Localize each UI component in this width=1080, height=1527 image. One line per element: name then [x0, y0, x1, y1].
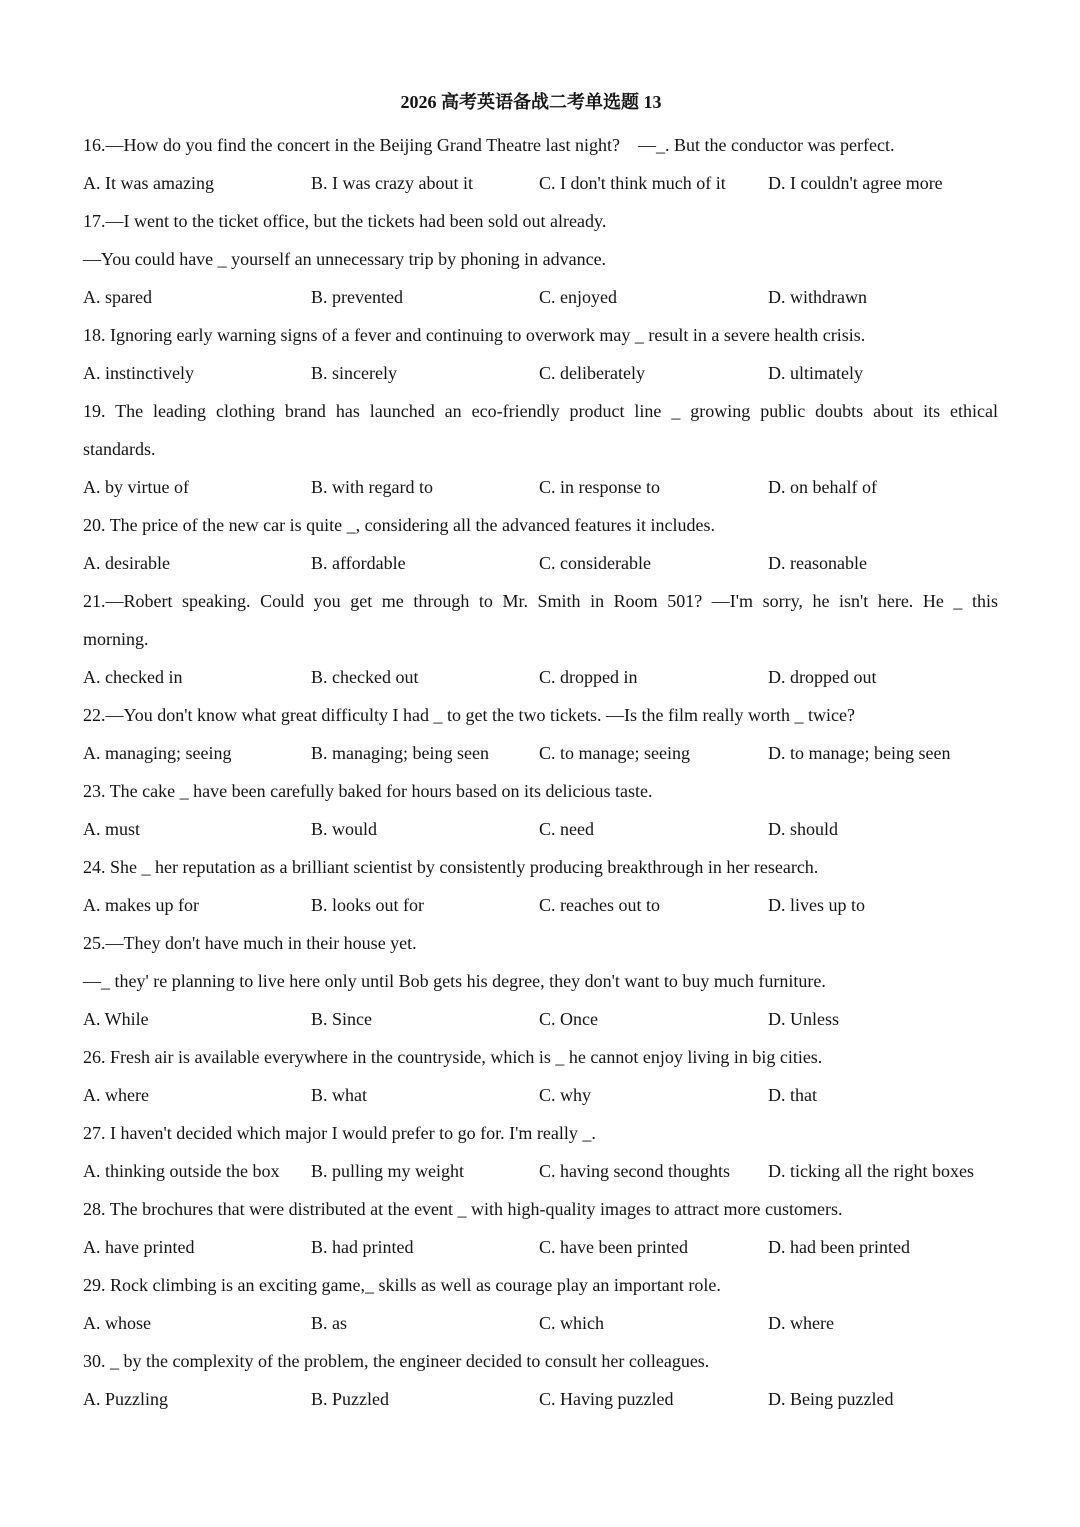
- question-stem: 19. The leading clothing brand has launched an eco-friendly product line _ growing public doubts about its ethical: [83, 401, 998, 421]
- option-b: B. with regard to: [311, 477, 433, 497]
- question-stem: 24. She _ her reputation as a brilliant scientist by consistently producing breakthrough in her research.: [83, 857, 819, 877]
- question-stem: 23. The cake _ have been carefully baked for hours based on its delicious taste.: [83, 781, 653, 801]
- option-a: A. makes up for: [83, 895, 199, 915]
- question-stem: 25.—They don't have much in their house yet.: [83, 933, 417, 953]
- options-row: [83, 164, 998, 202]
- options-row: [83, 1304, 998, 1342]
- options-row: [83, 278, 998, 316]
- option-a: A. have printed: [83, 1237, 195, 1257]
- option-b: B. sincerely: [311, 363, 397, 383]
- option-c: C. to manage; seeing: [539, 743, 690, 763]
- question-30: [83, 1342, 998, 1418]
- option-d: D. withdrawn: [768, 287, 867, 307]
- question-stem: 18. Ignoring early warning signs of a fever and continuing to overwork may _ result in a severe health crisis.: [83, 325, 866, 345]
- option-a: A. It was amazing: [83, 173, 214, 193]
- option-b: B. prevented: [311, 287, 403, 307]
- option-c: C. I don't think much of it: [539, 173, 726, 193]
- option-c: C. deliberately: [539, 363, 645, 383]
- option-b: B. would: [311, 819, 378, 839]
- options-row: [83, 468, 998, 506]
- option-b: B. as: [311, 1313, 347, 1333]
- option-b: B. pulling my weight: [311, 1161, 464, 1181]
- question-list: [83, 126, 998, 1418]
- options-row: [83, 658, 998, 696]
- question-27: [83, 1114, 998, 1190]
- option-a: A. by virtue of: [83, 477, 189, 497]
- page-title: 2026 高考英语备战二考单选题 13: [400, 92, 662, 112]
- question-29: [83, 1266, 998, 1342]
- option-c: C. which: [539, 1313, 604, 1333]
- option-a: A. thinking outside the box: [83, 1161, 280, 1181]
- question-22: [83, 696, 998, 772]
- option-a: A. While: [83, 1009, 149, 1029]
- options-row: [83, 810, 998, 848]
- option-c: C. need: [539, 819, 594, 839]
- option-b: B. checked out: [311, 667, 419, 687]
- question-stem: 17.—I went to the ticket office, but the tickets had been sold out already.: [83, 211, 607, 231]
- question-25: [83, 924, 998, 1038]
- option-d: D. to manage; being seen: [768, 743, 951, 763]
- option-a: A. where: [83, 1085, 149, 1105]
- question-21: [83, 582, 998, 696]
- option-c: C. Once: [539, 1009, 598, 1029]
- option-d: D. where: [768, 1313, 834, 1333]
- question-17: [83, 202, 998, 316]
- option-d: D. ticking all the right boxes: [768, 1161, 974, 1181]
- option-b: B. looks out for: [311, 895, 425, 915]
- option-c: C. considerable: [539, 553, 651, 573]
- option-d: D. reasonable: [768, 553, 867, 573]
- option-d: D. had been printed: [768, 1237, 910, 1257]
- option-a: A. checked in: [83, 667, 183, 687]
- options-row: [83, 886, 998, 924]
- option-a: A. whose: [83, 1313, 151, 1333]
- question-stem: 30. _ by the complexity of the problem, the engineer decided to consult her colleagues.: [83, 1351, 710, 1371]
- question-stem-reply: —You could have _ yourself an unnecessary trip by phoning in advance.: [83, 249, 607, 269]
- question-stem: 22.—You don't know what great difficulty I had _ to get the two tickets. —Is the film really worth _ twice?: [83, 705, 855, 725]
- option-d: D. on behalf of: [768, 477, 877, 497]
- options-row: [83, 544, 998, 582]
- option-b: B. Since: [311, 1009, 372, 1029]
- option-d: D. lives up to: [768, 895, 865, 915]
- options-row: [83, 354, 998, 392]
- question-stem: 21.—Robert speaking. Could you get me through to Mr. Smith in Room 501? —I'm sorry, he isn't here. He _ this: [83, 591, 998, 611]
- question-stem-continued: standards.: [83, 439, 156, 459]
- option-a: A. instinctively: [83, 363, 194, 383]
- option-d: D. dropped out: [768, 667, 877, 687]
- options-row: [83, 1076, 998, 1114]
- options-row: [83, 1152, 998, 1190]
- option-d: D. Unless: [768, 1009, 839, 1029]
- question-stem: 26. Fresh air is available everywhere in the countryside, which is _ he cannot enjoy living in big cities.: [83, 1047, 823, 1067]
- option-c: C. in response to: [539, 477, 660, 497]
- option-b: B. I was crazy about it: [311, 173, 473, 193]
- option-d: D. ultimately: [768, 363, 863, 383]
- option-a: A. spared: [83, 287, 152, 307]
- options-row: [83, 1380, 998, 1418]
- options-row: [83, 1000, 998, 1038]
- question-16: [83, 126, 998, 202]
- question-19: [83, 392, 998, 506]
- option-c: C. dropped in: [539, 667, 638, 687]
- option-b: B. managing; being seen: [311, 743, 489, 763]
- option-c: C. enjoyed: [539, 287, 617, 307]
- options-row: [83, 734, 998, 772]
- question-24: [83, 848, 998, 924]
- question-stem: 27. I haven't decided which major I would prefer to go for. I'm really _.: [83, 1123, 596, 1143]
- question-stem: 20. The price of the new car is quite _, considering all the advanced features it includes.: [83, 515, 715, 535]
- option-c: C. reaches out to: [539, 895, 660, 915]
- option-c: C. why: [539, 1085, 592, 1105]
- option-b: B. affordable: [311, 553, 406, 573]
- option-a: A. Puzzling: [83, 1389, 168, 1409]
- question-28: [83, 1190, 998, 1266]
- option-b: B. had printed: [311, 1237, 414, 1257]
- option-d: D. I couldn't agree more: [768, 173, 943, 193]
- question-stem-reply: —_ they' re planning to live here only until Bob gets his degree, they don't want to buy much furniture.: [83, 971, 826, 991]
- option-d: D. Being puzzled: [768, 1389, 894, 1409]
- options-row: [83, 1228, 998, 1266]
- option-a: A. must: [83, 819, 141, 839]
- option-a: A. desirable: [83, 553, 170, 573]
- question-stem: 28. The brochures that were distributed at the event _ with high-quality images to attract more customers.: [83, 1199, 843, 1219]
- option-b: B. Puzzled: [311, 1389, 389, 1409]
- question-stem-continued: morning.: [83, 629, 149, 649]
- question-stem: 16.—How do you find the concert in the Beijing Grand Theatre last night? —_. But the conductor was perfect.: [83, 135, 895, 155]
- option-a: A. managing; seeing: [83, 743, 232, 763]
- option-c: C. Having puzzled: [539, 1389, 674, 1409]
- option-b: B. what: [311, 1085, 367, 1105]
- question-26: [83, 1038, 998, 1114]
- option-d: D. should: [768, 819, 839, 839]
- option-c: C. having second thoughts: [539, 1161, 730, 1181]
- question-stem: 29. Rock climbing is an exciting game,_ skills as well as courage play an important role.: [83, 1275, 721, 1295]
- question-20: [83, 506, 998, 582]
- question-23: [83, 772, 998, 848]
- option-d: D. that: [768, 1085, 817, 1105]
- question-18: [83, 316, 998, 392]
- option-c: C. have been printed: [539, 1237, 688, 1257]
